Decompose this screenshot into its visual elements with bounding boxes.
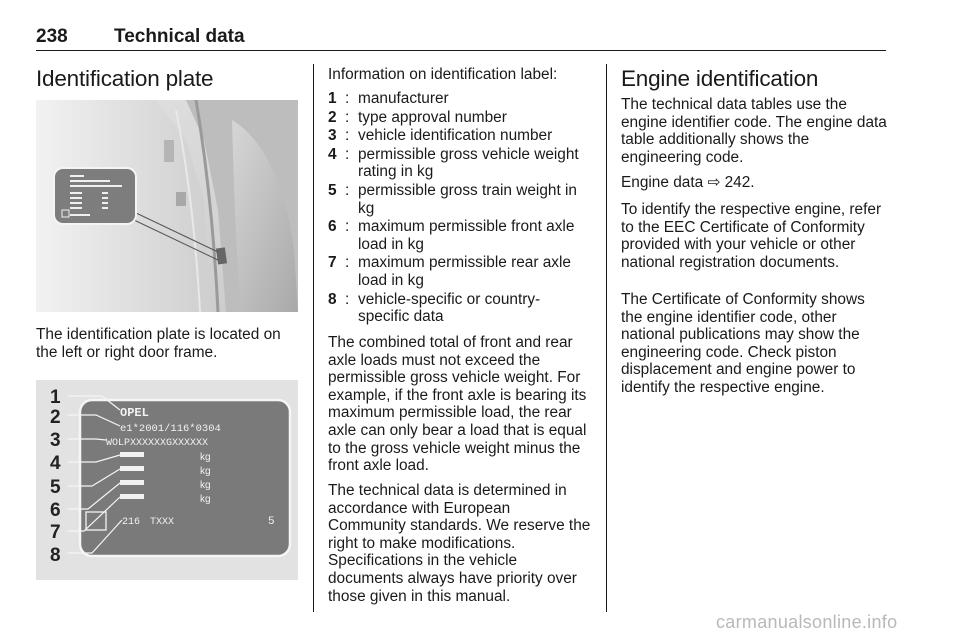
identification-plate-figure bbox=[36, 380, 298, 580]
column-divider-right bbox=[606, 64, 607, 612]
engine-data-page-link[interactable]: 242. bbox=[724, 174, 755, 191]
callout-1: 1 bbox=[50, 387, 61, 408]
watermark: carmanualsonline.info bbox=[716, 612, 898, 632]
axle-load-paragraph: The combined total of front and rear axle loads must not exceed the permissible gross vehicle weight. For example, if the front axle is bearing its maximum permissible load, the rear axle can only bear a load that is equal to the gross vehicle weight minus the front axle load. bbox=[328, 334, 587, 475]
door-frame-illustration bbox=[36, 100, 298, 312]
callout-8: 8 bbox=[50, 545, 61, 566]
plate-location-caption: The identification plate is located on the left or right door frame. bbox=[36, 326, 281, 361]
label-info-intro: Information on identification label: bbox=[328, 66, 558, 83]
callout-7: 7 bbox=[50, 522, 61, 543]
plate-unit-kg-2: kg bbox=[200, 466, 211, 477]
callout-6: 6 bbox=[50, 500, 61, 521]
list-item: 6 : maximum permissible front axle load in kg bbox=[328, 218, 575, 253]
list-item: 5 : permissible gross train weight in kg bbox=[328, 181, 577, 217]
engine-code-paragraph: The technical data tables use the engine identifier code. The engine data table additionally shows the engineering code. bbox=[621, 96, 887, 166]
callout-5: 5 bbox=[50, 477, 61, 498]
list-item: 7 : maximum permissible rear axle load in kg bbox=[328, 254, 571, 289]
list-item: 2 : type approval number bbox=[328, 108, 507, 126]
eec-certificate-paragraph: To identify the respective engine, refer to the EEC Certificate of Conformity provided with your vehicle or other national registration documents. bbox=[621, 201, 882, 271]
plate-unit-kg-1: kg bbox=[200, 452, 211, 463]
technical-data-paragraph: The technical data is determined in accordance with European Community standards. We reserve the right to make modifications. Specifications in the vehicle documents always have priority over those given in this manual. bbox=[328, 482, 591, 605]
engine-data-reference: Engine data ⇨ 242. bbox=[621, 174, 755, 191]
plate-manufacturer-text: OPEL bbox=[120, 406, 149, 420]
plate-unit-kg-3: kg bbox=[200, 480, 211, 491]
label-info-list bbox=[328, 90, 590, 327]
list-item: 1 : manufacturer bbox=[328, 90, 449, 107]
plate-type-approval-text: e1*2001/116*0304 bbox=[120, 423, 221, 435]
identification-plate-diagram bbox=[36, 380, 298, 580]
callout-2: 2 bbox=[50, 407, 61, 428]
plate-bottom-left-text: 216 bbox=[122, 517, 141, 528]
callout-4: 4 bbox=[50, 453, 61, 474]
cross-reference-arrow-icon: ⇨ bbox=[707, 174, 721, 191]
plate-bottom-mid-text: TXXX bbox=[150, 517, 175, 528]
header-rule bbox=[36, 50, 886, 51]
list-item: 4 : permissible gross vehicle weight rating in kg bbox=[328, 145, 579, 181]
section-title: Technical data bbox=[114, 26, 245, 47]
plate-bottom-right-text: 5 bbox=[268, 516, 275, 528]
column-divider-left bbox=[313, 64, 314, 612]
list-item: 8 : vehicle-specific or country-specific data bbox=[328, 290, 541, 326]
list-item: 3 : vehicle identification number bbox=[328, 127, 553, 145]
certificate-conformity-paragraph: The Certificate of Conformity shows the engine identifier code, other national publications may show the engineering code. Check piston displacement and engine power to identify the respective engine. bbox=[621, 291, 865, 396]
callout-3: 3 bbox=[50, 430, 61, 451]
page-number: 238 bbox=[36, 26, 68, 47]
plate-unit-kg-4: kg bbox=[200, 494, 211, 505]
plate-vin-text: WOLPXXXXXXGXXXXXX bbox=[106, 438, 209, 449]
engine-identification-heading: Engine identification bbox=[621, 66, 819, 91]
identification-plate-heading: Identification plate bbox=[36, 66, 214, 91]
door-frame-photo bbox=[36, 100, 298, 312]
page-header bbox=[36, 26, 886, 48]
